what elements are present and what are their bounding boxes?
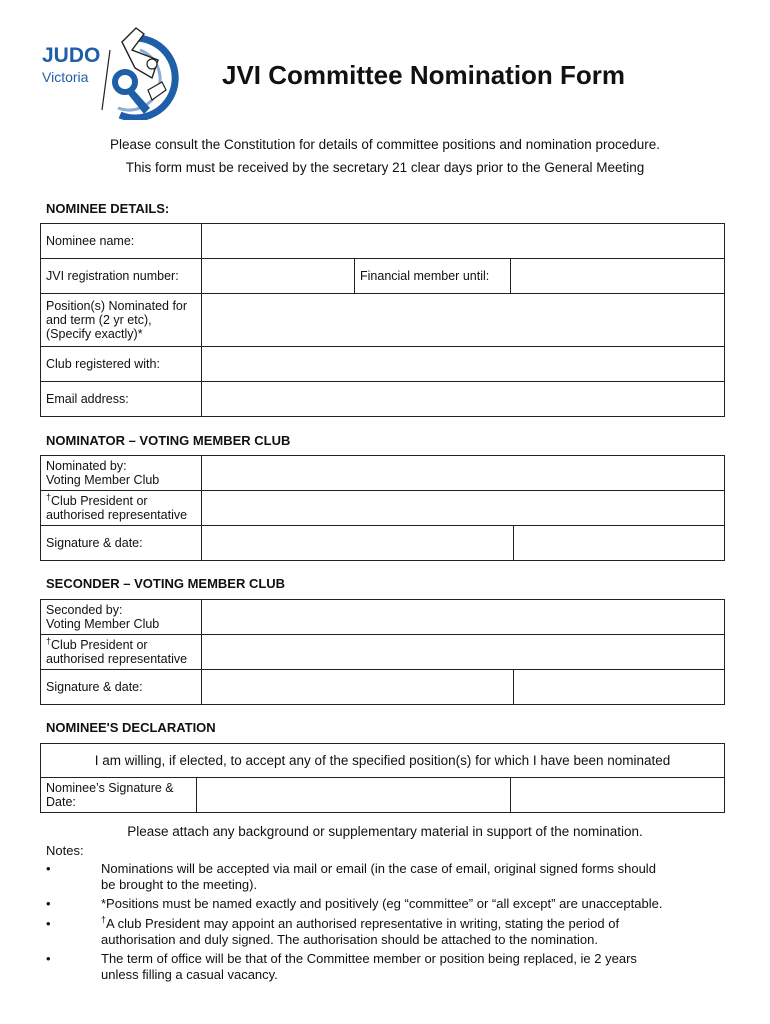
intro-line-1: Please consult the Constitution for details of committee positions and nomination procedure. (109, 137, 661, 152)
dagger-mark: † (46, 491, 52, 502)
club-registered-label: Club registered with: (41, 347, 202, 382)
svg-text:JUDO: JUDO (42, 44, 101, 67)
declaration-heading: NOMINEE'S DECLARATION (46, 720, 216, 735)
seconder-table (40, 599, 725, 705)
judo-victoria-logo (40, 20, 190, 120)
nominee-signature-label (41, 778, 197, 813)
president-line-2: authorised representative (46, 508, 188, 522)
president-line-2: authorised representative (46, 652, 188, 666)
note-1-line-2: be brought to the meeting). (101, 877, 258, 892)
bullet-icon: • (46, 916, 51, 931)
note-2-line-1: *Positions must be named exactly and positively (eg “committee” or “all except” are unacceptable. (101, 896, 663, 911)
nominee-name-field[interactable] (202, 224, 725, 259)
positions-label-line-2: and term (2 yr etc), (46, 313, 152, 327)
seconded-by-field[interactable] (202, 600, 725, 635)
bullet-icon: • (46, 861, 51, 876)
declaration-statement: I am willing, if elected, to accept any of the specified position(s) for which I have been nominated (41, 744, 725, 778)
nominated-by-field[interactable] (202, 456, 725, 491)
seconder-signature-field[interactable] (202, 670, 514, 705)
seconded-by-line-2: Voting Member Club (46, 617, 160, 631)
note-4-line-2: unless filling a casual vacancy. (101, 967, 278, 982)
nominated-by-line-1: Nominated by: (46, 459, 127, 473)
nominator-date-field[interactable] (514, 526, 725, 561)
financial-member-field[interactable] (511, 259, 725, 294)
registration-number-field[interactable] (202, 259, 355, 294)
seconded-by-line-1: Seconded by: (46, 603, 123, 617)
note-1-line-1: Nominations will be accepted via mail or email (in the case of email, original signed forms should (101, 861, 656, 876)
financial-member-label: Financial member until: (355, 259, 511, 294)
nominee-details-table (40, 223, 725, 417)
positions-nominated-label (41, 294, 202, 347)
attach-material-note: Please attach any background or supplementary material in support of the nomination. (127, 824, 643, 839)
nominee-name-label: Nominee name: (41, 224, 202, 259)
svg-text:Victoria: Victoria (42, 69, 89, 85)
declaration-table (40, 743, 725, 813)
signature-label-line-2: Date: (46, 795, 76, 809)
president-line-1: Club President or (51, 638, 148, 652)
nominator-signature-field[interactable] (202, 526, 514, 561)
note-3-line-1: A club President may appoint an authorised representative in writing, stating the period of (106, 916, 620, 931)
nominee-details-heading: NOMINEE DETAILS: (46, 201, 170, 216)
positions-label-line-3: (Specify exactly)* (46, 327, 143, 341)
nominee-signature-field[interactable] (197, 778, 511, 813)
nominee-date-field[interactable] (511, 778, 725, 813)
seconder-president-label (41, 635, 202, 670)
page-title: JVI Committee Nomination Form (222, 60, 626, 90)
club-registered-field[interactable] (202, 347, 725, 382)
registration-number-label: JVI registration number: (41, 259, 202, 294)
dagger-mark: † (101, 914, 107, 925)
judo-logo-icon (40, 20, 190, 120)
nominator-signature-label: Signature & date: (41, 526, 202, 561)
nominated-by-label (41, 456, 202, 491)
nominator-president-field[interactable] (202, 491, 725, 526)
positions-nominated-field[interactable] (202, 294, 725, 347)
email-address-field[interactable] (202, 382, 725, 417)
notes-heading: Notes: (46, 843, 84, 858)
signature-label-line-1: Nominee’s Signature & (46, 781, 174, 795)
seconder-heading: SECONDER – VOTING MEMBER CLUB (46, 576, 286, 591)
seconder-president-field[interactable] (202, 635, 725, 670)
nominated-by-line-2: Voting Member Club (46, 473, 160, 487)
note-item (46, 916, 736, 950)
bullet-icon: • (46, 896, 51, 911)
note-4-line-1: The term of office will be that of the Committee member or position being replaced, ie 2 years (101, 951, 637, 966)
note-item (46, 951, 736, 985)
president-line-1: Club President or (51, 494, 148, 508)
bullet-icon: • (46, 951, 51, 966)
seconder-date-field[interactable] (514, 670, 725, 705)
email-address-label: Email address: (41, 382, 202, 417)
seconded-by-label (41, 600, 202, 635)
intro-line-2: This form must be received by the secretary 21 clear days prior to the General Meeting (125, 160, 645, 175)
dagger-mark: † (46, 635, 52, 646)
note-item (46, 861, 736, 895)
nominator-table (40, 455, 725, 561)
nominator-heading: NOMINATOR – VOTING MEMBER CLUB (46, 433, 291, 448)
seconder-signature-label: Signature & date: (41, 670, 202, 705)
note-item (46, 896, 736, 914)
note-3-line-2: authorisation and duly signed. The authorisation should be attached to the nomination. (101, 932, 598, 947)
nominator-president-label (41, 491, 202, 526)
positions-label-line-1: Position(s) Nominated for (46, 299, 188, 313)
